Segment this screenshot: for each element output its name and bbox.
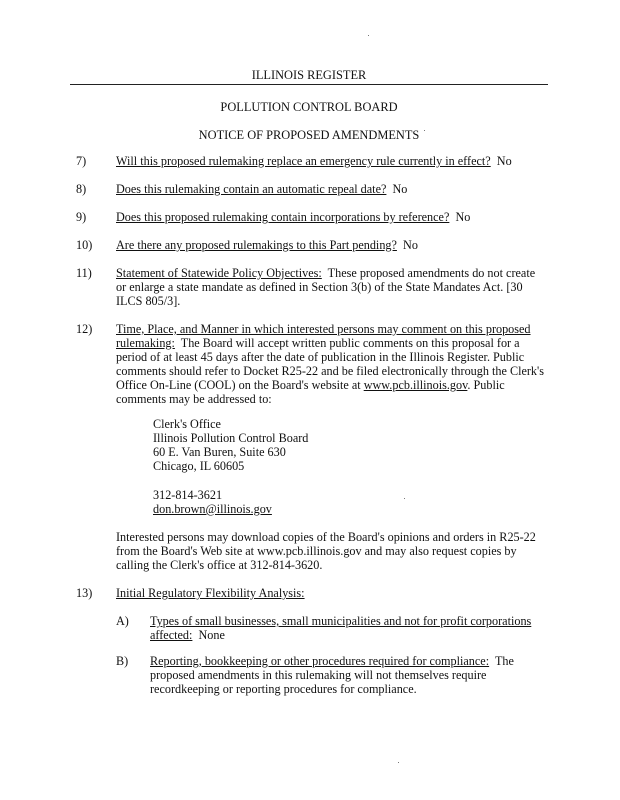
- scan-speck: [404, 498, 405, 499]
- item-question: Are there any proposed rulemakings to this Part pending?: [116, 238, 397, 252]
- item-number: 13): [76, 586, 93, 600]
- contact-phone: 312-814-3621: [153, 488, 223, 502]
- item-12: [76, 322, 546, 406]
- item-question: Will this proposed rulemaking replace an emergency rule currently in effect?: [116, 154, 491, 168]
- item-number: 7): [76, 154, 87, 168]
- item-heading: Time, Place, and Manner in which interested persons may comment on this proposed rulemaking:: [116, 322, 531, 350]
- item-9: [76, 210, 546, 224]
- sub-label: A): [116, 614, 129, 628]
- item-7: [76, 154, 546, 168]
- sub-label: B): [116, 654, 129, 668]
- item-body: The Board will accept written public comments on this proposal for a period of at least 45 days after the date of publication in the Illinois Register. Public comments should refer to Docket R25-22 and be filed electronically through the Clerk's Office On-Line (COOL) on the Board's website at: [116, 336, 544, 392]
- item-body: These proposed amendments do not create or enlarge a state mandate as defined in Section 3(b) of the State Mandates Act. [30 ILCS 805/3].: [116, 266, 536, 308]
- address-street: 60 E. Van Buren, Suite 630: [153, 445, 286, 459]
- sub-heading: Types of small businesses, small municipalities and not for profit corporations affected:: [150, 614, 532, 642]
- item-answer: No: [403, 238, 418, 252]
- item-question: Does this proposed rulemaking contain incorporations by reference?: [116, 210, 450, 224]
- item-number: 11): [76, 266, 92, 280]
- sub-body: The proposed amendments in this rulemaking will not themselves require recordkeeping or reporting procedures for compliance.: [150, 654, 514, 696]
- item-body-end: . Public comments may be addressed to:: [116, 378, 505, 406]
- scan-speck: [424, 130, 425, 131]
- agency-name: POLLUTION CONTROL BOARD: [220, 100, 398, 114]
- website-link[interactable]: www.pcb.illinois.gov: [363, 378, 468, 392]
- item-answer: No: [496, 154, 512, 168]
- item-13a: [116, 614, 546, 642]
- item-number: 10): [76, 238, 93, 252]
- item-11: [76, 266, 546, 308]
- item-answer: No: [455, 210, 471, 224]
- notice-title: NOTICE OF PROPOSED AMENDMENTS: [198, 128, 420, 142]
- download-paragraph: Interested persons may download copies of the Board's opinions and orders in R25-22 from the Board's Web site at www.pcb.illinois.gov and may also request copies by calling the Clerk's office at 312-814-3620.: [116, 530, 536, 572]
- clerk-address: [153, 417, 308, 473]
- item-heading: Statement of Statewide Policy Objectives:: [116, 266, 322, 280]
- register-title: ILLINOIS REGISTER: [70, 68, 548, 85]
- item-answer: No: [392, 182, 408, 196]
- address-board: Illinois Pollution Control Board: [153, 431, 309, 445]
- item-question: Does this rulemaking contain an automatic repeal date?: [116, 182, 387, 196]
- item-number: 8): [76, 182, 87, 196]
- item-13b: [116, 654, 546, 696]
- item-number: 12): [76, 322, 93, 336]
- item-8: [76, 182, 546, 196]
- clerk-contact: [153, 488, 272, 516]
- item-number: 9): [76, 210, 87, 224]
- scan-speck: [398, 762, 399, 763]
- item-13: [76, 586, 546, 600]
- item-heading: Initial Regulatory Flexibility Analysis:: [116, 586, 305, 600]
- address-city: Chicago, IL 60605: [153, 459, 245, 473]
- item-10: [76, 238, 546, 252]
- sub-answer: None: [198, 628, 225, 642]
- scan-speck: [368, 35, 369, 36]
- sub-heading: Reporting, bookkeeping or other procedures required for compliance:: [150, 654, 490, 668]
- contact-email[interactable]: don.brown@illinois.gov: [153, 502, 272, 516]
- address-office: Clerk's Office: [153, 417, 221, 431]
